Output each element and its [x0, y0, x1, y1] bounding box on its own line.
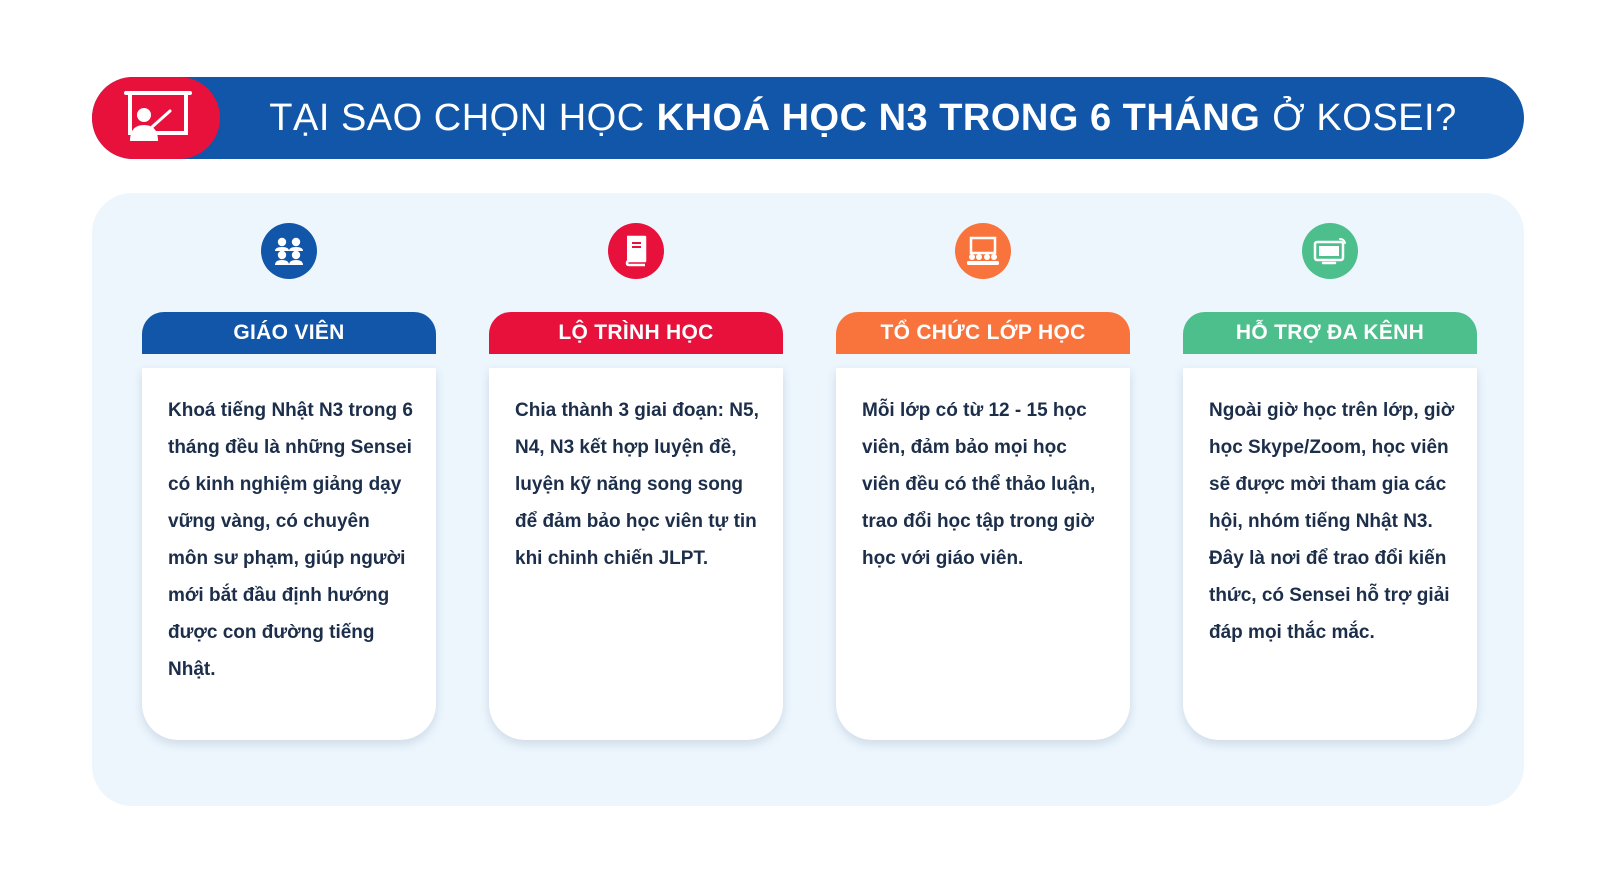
- feature-title: TỔ CHỨC LỚP HỌC: [836, 312, 1130, 354]
- feature-title: LỘ TRÌNH HỌC: [489, 312, 783, 354]
- classroom-icon: [965, 236, 1001, 266]
- feature-description: Ngoài giờ học trên lớp, giờ học Skype/Zoom, học viên sẽ được mời tham gia các hội, nhóm tiếng Nhật N3. Đây là nơi để trao đổi kiến thức, có Sensei hỗ trợ giải đáp mọi thắc mắc.: [1209, 400, 1455, 643]
- feature-title: HỖ TRỢ ĐA KÊNH: [1183, 312, 1477, 354]
- title-prefix: TẠI SAO CHỌN HỌC: [269, 96, 645, 139]
- people-group-icon: [272, 236, 306, 266]
- book-icon: [623, 235, 649, 267]
- feature-title: GIÁO VIÊN: [142, 312, 436, 354]
- features-panel: [92, 193, 1524, 806]
- feature-card: [1183, 368, 1477, 740]
- title-bold: KHOÁ HỌC N3 TRONG 6 THÁNG: [656, 96, 1261, 139]
- header-badge: [92, 77, 220, 159]
- feature-icon-circle: [955, 223, 1011, 279]
- feature-icon-circle: [1302, 223, 1358, 279]
- feature-icon-circle: [608, 223, 664, 279]
- title-suffix: Ở KOSEI?: [1272, 96, 1457, 139]
- feature-card: [489, 368, 783, 740]
- feature-card: [836, 368, 1130, 740]
- header-banner: [92, 77, 1524, 159]
- feature-icon-circle: [261, 223, 317, 279]
- feature-card: [142, 368, 436, 740]
- online-screen-icon: [1313, 237, 1347, 265]
- feature-description: Khoá tiếng Nhật N3 trong 6 tháng đều là những Sensei có kinh nghiệm giảng dạy vững vàng, có chuyên môn sư phạm, giúp người mới bắt đầu định hướng được con đường tiếng Nhật.: [168, 400, 413, 680]
- teacher-board-icon: [120, 89, 192, 147]
- feature-description: Mỗi lớp có từ 12 - 15 học viên, đảm bảo mọi học viên đều có thể thảo luận, trao đổi học tập trong giờ học với giáo viên.: [862, 400, 1096, 569]
- page-title: [242, 77, 1484, 159]
- feature-description: Chia thành 3 giai đoạn: N5, N4, N3 kết hợp luyện đề, luyện kỹ năng song song để đảm bảo học viên tự tin khi chinh chiến JLPT.: [515, 400, 759, 569]
